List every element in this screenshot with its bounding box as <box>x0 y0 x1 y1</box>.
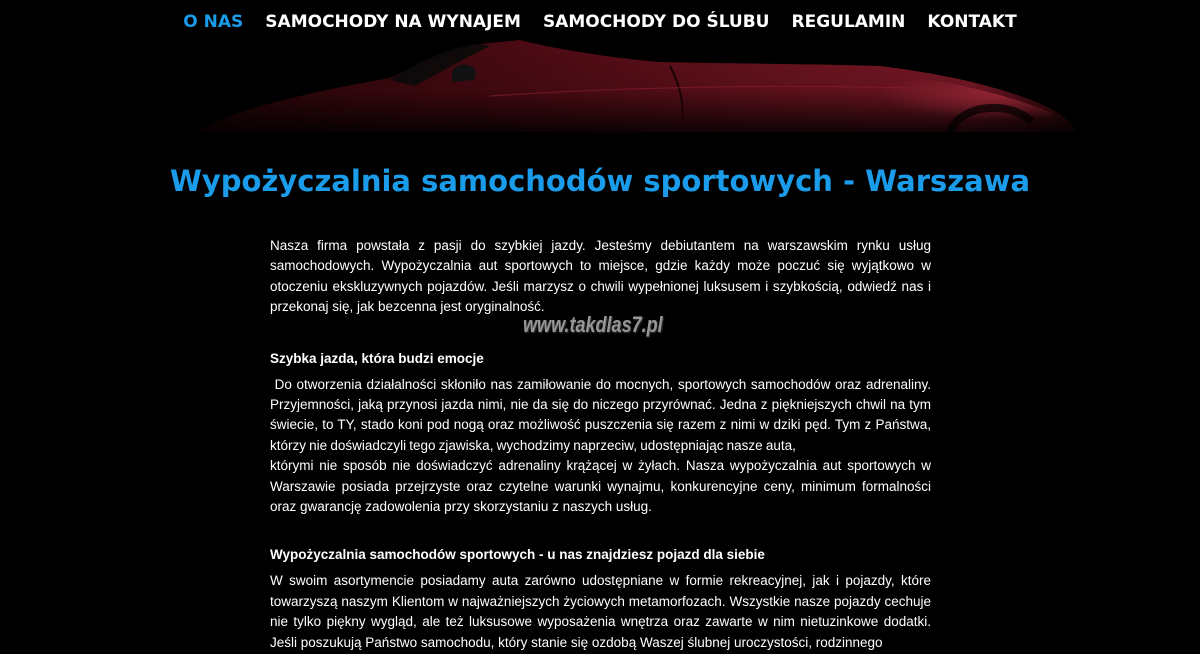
section1-paragraph-a: Do otworzenia działalności skłoniło nas zamiłowanie do mocnych, sportowych samochodów oraz adrenaliny. Przyjemności, jaką przynosi jazda nimi, nie da się do niczego przyrównać. Jedna z piękniejszych chwil na tym świecie, to TY, stado koni pod nogą oraz możliwość puszczenia się razem z nimi w dziki pęd. Tym z Państwa, którzy nie doświadczyli tego zjawiska, wychodzimy naprzeciw, udostępniając nasze auta, <box>270 376 931 453</box>
nav-item-samochody-do-slubu[interactable]: SAMOCHODY DO ŚLUBU <box>542 12 770 32</box>
watermark-text: www.takdlas7.pl <box>523 312 663 337</box>
nav-item-o-nas[interactable]: O NAS <box>183 12 244 32</box>
main-content <box>270 236 931 653</box>
nav-item-kontakt[interactable]: KONTAKT <box>927 12 1017 32</box>
intro-paragraph: Nasza firma powstała z pasji do szybkiej jazdy. Jesteśmy debiutantem na warszawskim rynku usług samochodowych. Wypożyczalnia aut sportowych to miejsce, gdzie każdy może poczuć się wyjątkowo w otoczeniu ekskluzywnych pojazdów. Jeśli marzysz o chwili wypełnionej luksusem i szybkością, odwiedź nas i przekonaj się, jak bezcenna jest oryginalność. <box>270 238 931 315</box>
nav-item-samochody-na-wynajem[interactable]: SAMOCHODY NA WYNAJEM <box>265 12 521 32</box>
nav-item-regulamin[interactable]: REGULAMIN <box>791 12 906 32</box>
section1-paragraph-b: którymi nie sposób nie doświadczyć adrenaliny krążącej w żyłach. Nasza wypożyczalnia aut sportowych w Warszawie posiada przejrzyste oraz czytelne warunki wynajmu, konkurencyjne ceny, minimum formalności oraz gwarancję zadowolenia przy skorzystaniu z naszych usług. <box>270 458 931 515</box>
section-heading-wypozyczalnia: Wypożyczalnia samochodów sportowych - u nas znajdziesz pojazd dla siebie <box>270 547 765 563</box>
main-navigation <box>0 0 1200 44</box>
page-title: Wypożyczalnia samochodów sportowych - Warszawa <box>169 164 1031 198</box>
section-heading-szybka-jazda: Szybka jazda, która budzi emocje <box>270 350 484 366</box>
section2-paragraph: W swoim asortymencie posiadamy auta zarówno udostępniane w formie rekreacyjnej, jak i pojazdy, które towarzyszą naszym Klientom w najważniejszych życiowych metamorfozach. Wszystkie nasze pojazdy cechuje nie tylko piękny wygląd, ale też luksusowe wyposażenia wnętrza oraz zawarte w nim nietuzinkowe dodatki. Jeśli poszukują Państwo samochodu, który stanie się ozdobą Waszej ślubnej uroczystości, rodzinnego <box>270 573 931 650</box>
